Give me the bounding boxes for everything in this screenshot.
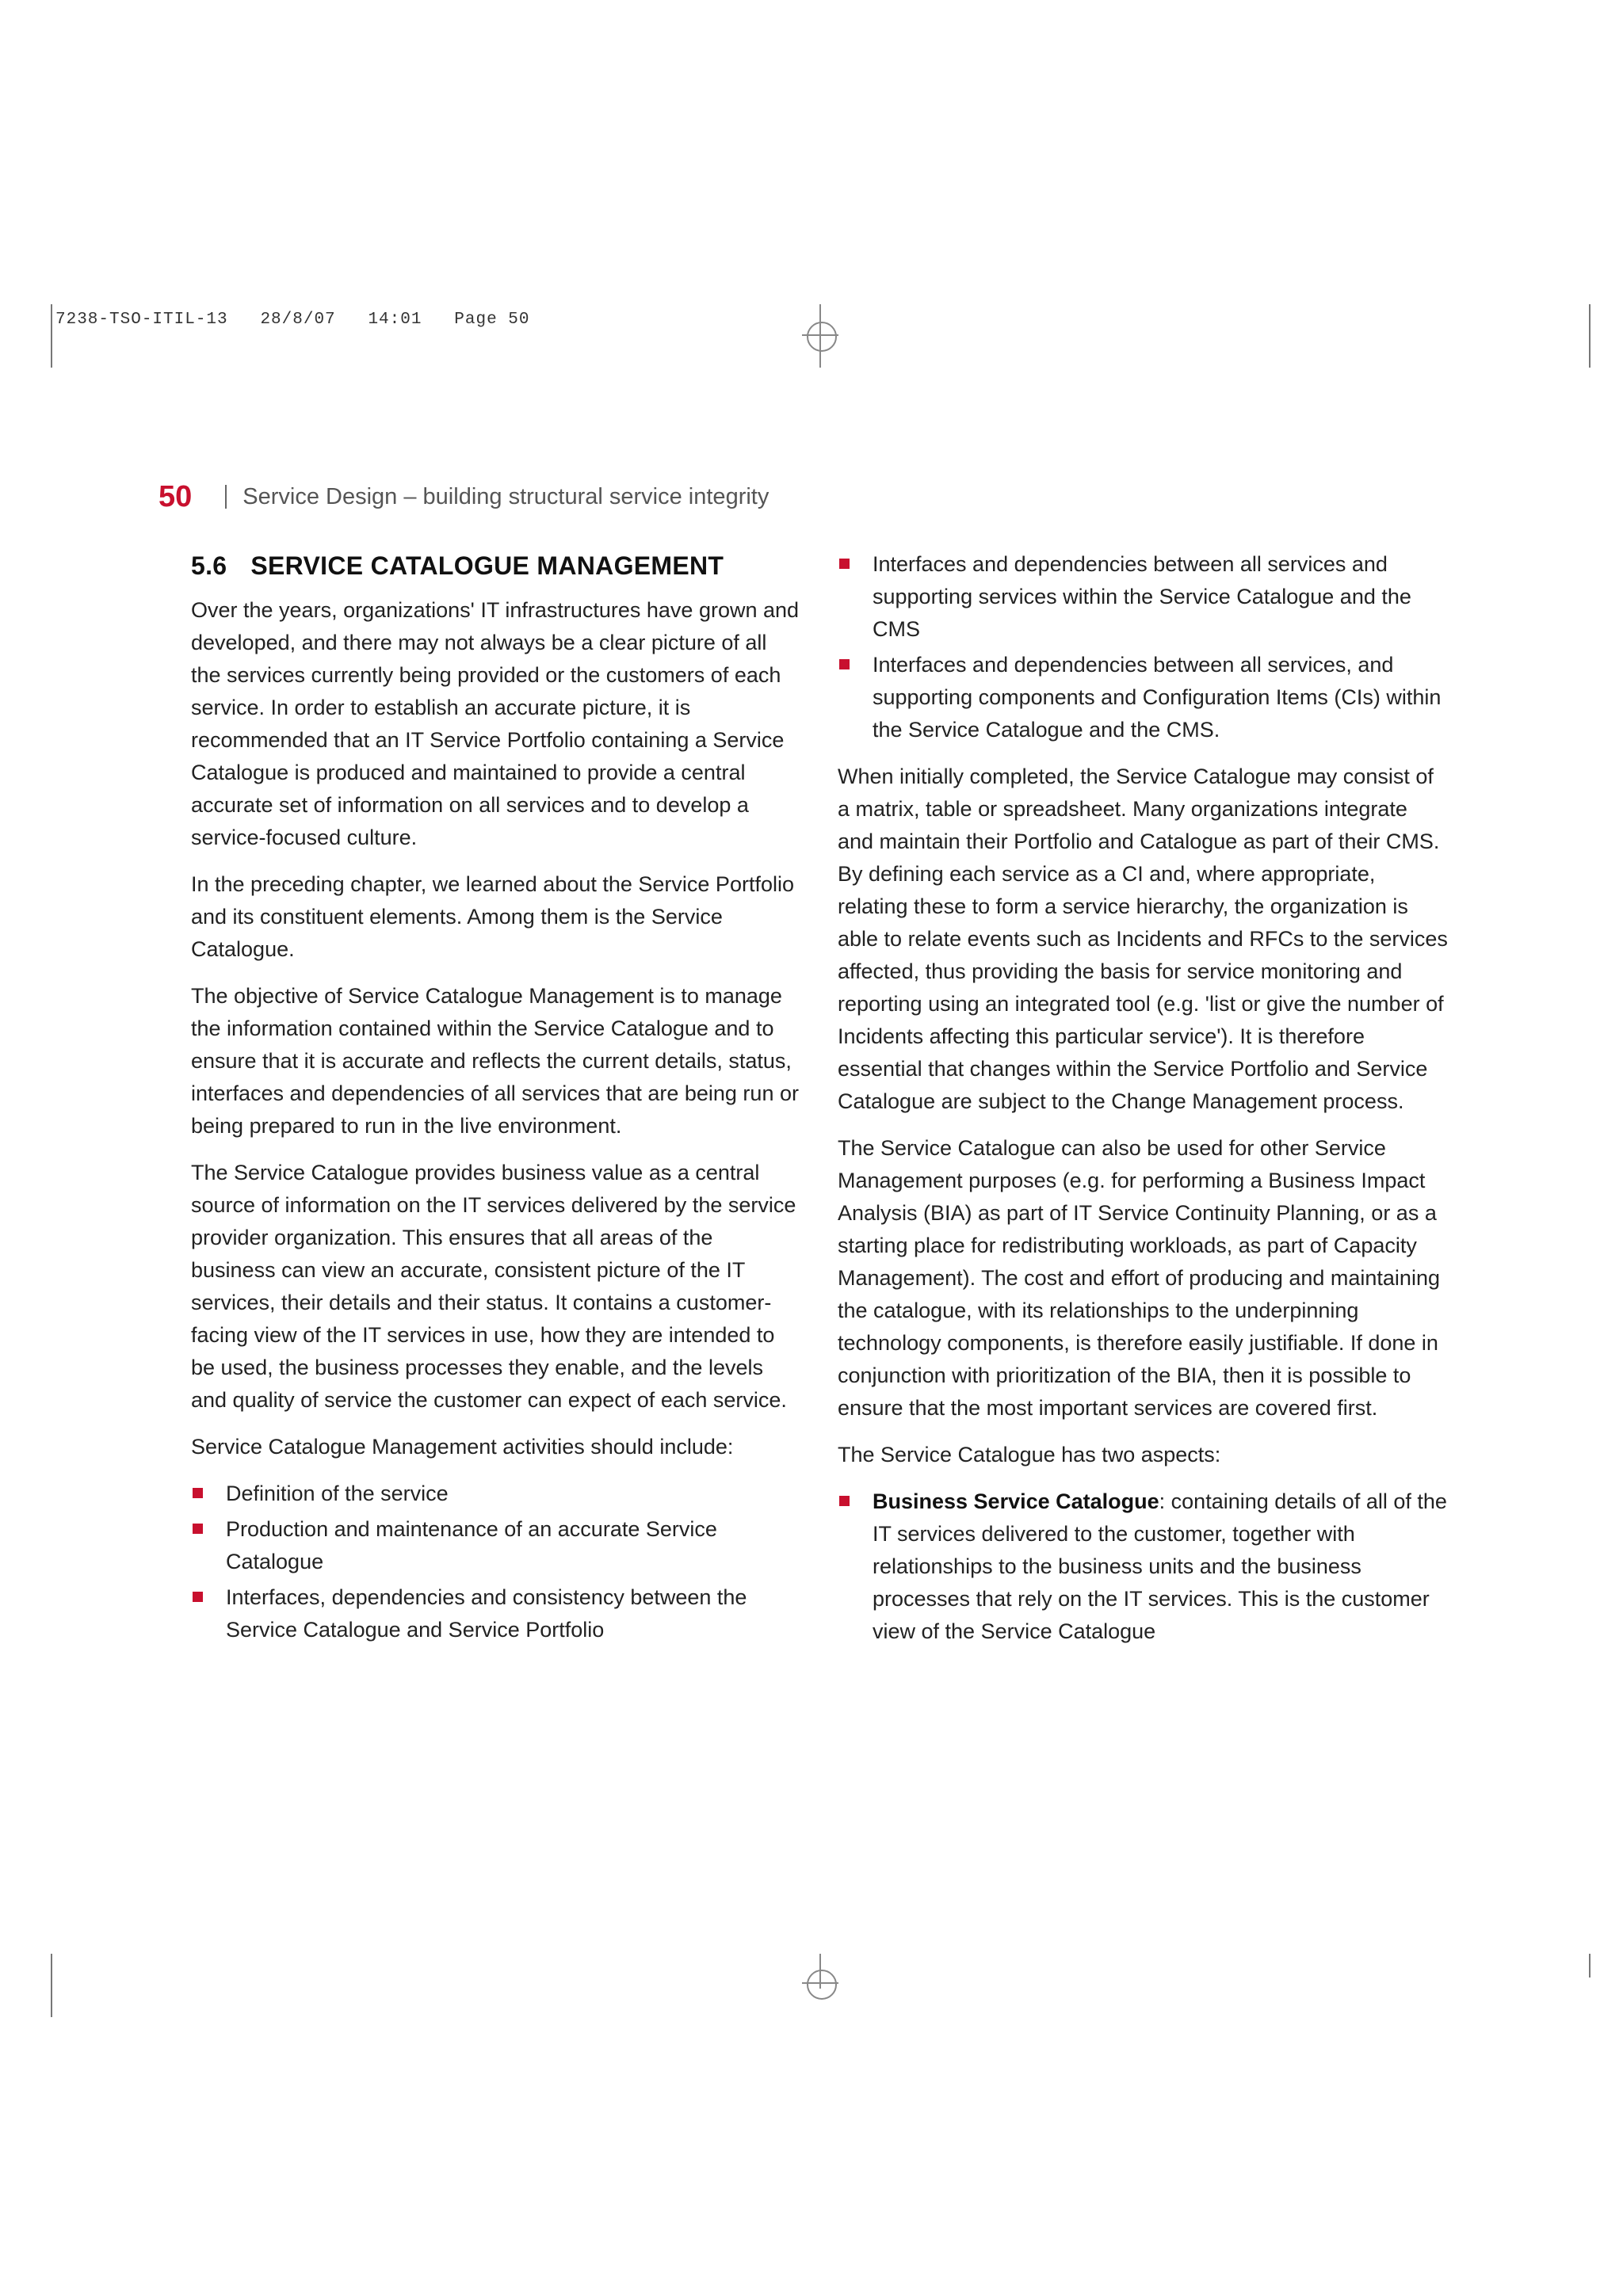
list-item: Interfaces and dependencies between all services, and supporting components and Configuration Items (CIs) within the Service Catalogue and the CMS. bbox=[838, 649, 1448, 746]
running-head: Service Design – building structural service integrity bbox=[242, 483, 769, 509]
crop-mark-bottom-right bbox=[1589, 1954, 1591, 1978]
left-column bbox=[191, 548, 801, 1661]
paragraph: The Service Catalogue has two aspects: bbox=[838, 1443, 1221, 1466]
term: Business Service Catalogue bbox=[873, 1489, 1159, 1513]
aspects-list bbox=[838, 1486, 1448, 1648]
paragraph: The objective of Service Catalogue Management is to manage the information contained within the Service Catalogue and to ensure that it is accurate and reflects the current details, status, interfaces and dependencies of all services that are being run or being prepared to run in the live environment. bbox=[191, 984, 799, 1138]
header-divider bbox=[225, 485, 227, 509]
paragraph: The Service Catalogue can also be used for other Service Management purposes (e.g. for performing a Business Impact Analysis (BIA) as part of IT Service Continuity Planning, or as a starting place for redistributing workloads, as part of Capacity Management). The cost and effort of producing and maintaining the catalogue, with its relationships to the underpinning technology components, is therefore easily justifiable. If done in conjunction with prioritization of the BIA, then it is possible to ensure that the most important services are covered first. bbox=[838, 1136, 1440, 1420]
square-bullet-icon bbox=[839, 659, 850, 669]
crop-mark-bottom-left bbox=[51, 1954, 52, 2017]
page-header bbox=[158, 477, 769, 517]
right-column bbox=[838, 548, 1448, 1662]
activities-list bbox=[191, 1478, 801, 1646]
activities-list-continued bbox=[838, 548, 1448, 746]
square-bullet-icon bbox=[839, 1496, 850, 1506]
list-item: Production and maintenance of an accurate Service Catalogue bbox=[191, 1513, 801, 1578]
paragraph: When initially completed, the Service Catalogue may consist of a matrix, table or spreadsheet. Many organizations integrate and maintain their Portfolio and Catalogue as part of their CMS. By defining each service as a CI and, where appropriate, relating these to form a service hierarchy, the organization is able to relate events such as Incidents and RFCs to the services affected, thus providing the basis for service monitoring and reporting using an integrated tool (e.g. 'list or give the number of Incidents affecting this particular service'). It is therefore essential that changes within the Service Portfolio and Service Catalogue are subject to the Change Management process. bbox=[838, 765, 1448, 1113]
list-item: Business Service Catalogue: containing details of all of the IT services delivered to the customer, together with relationships to the business units and the business processes that rely on the IT services. This is the customer view of the Service Catalogue bbox=[838, 1486, 1448, 1648]
square-bullet-icon bbox=[193, 1592, 203, 1602]
page-number: 50 bbox=[158, 479, 193, 513]
section-title: SERVICE CATALOGUE MANAGEMENT bbox=[250, 551, 724, 580]
crop-mark-top-right bbox=[1589, 304, 1591, 368]
list-item: Interfaces and dependencies between all services and supporting services within the Service Catalogue and the CMS bbox=[838, 548, 1448, 646]
square-bullet-icon bbox=[193, 1524, 203, 1534]
paragraph: In the preceding chapter, we learned about the Service Portfolio and its constituent elements. Among them is the Service Catalogue. bbox=[191, 872, 794, 961]
square-bullet-icon bbox=[839, 559, 850, 569]
section-heading bbox=[191, 548, 801, 583]
list-item: Interfaces, dependencies and consistency between the Service Catalogue and Service Portfolio bbox=[191, 1581, 801, 1646]
square-bullet-icon bbox=[193, 1488, 203, 1498]
printer-slug: 7238-TSO-ITIL-13 28/8/07 14:01 Page 50 bbox=[55, 311, 530, 329]
paragraph: Over the years, organizations' IT infrastructures have grown and developed, and there may not always be a clear picture of all the services currently being provided or the customers of each service. In order to establish an accurate picture, it is recommended that an IT Service Portfolio containing a Service Catalogue is produced and maintained to provide a central accurate set of information on all services and to develop a service-focused culture. bbox=[191, 598, 800, 849]
section-number: 5.6 bbox=[191, 551, 227, 580]
list-item: Definition of the service bbox=[191, 1478, 801, 1510]
crop-mark-top-left bbox=[51, 304, 52, 368]
paragraph: The Service Catalogue provides business value as a central source of information on the IT services delivered by the service provider organization. This ensures that all areas of the business can view an accurate, consistent picture of the IT services, their details and their status. It contains a customer-facing view of the IT services in use, how they are intended to be used, the business processes they enable, and the levels and quality of service the customer can expect of each service. bbox=[191, 1161, 796, 1412]
paragraph: Service Catalogue Management activities should include: bbox=[191, 1435, 734, 1459]
